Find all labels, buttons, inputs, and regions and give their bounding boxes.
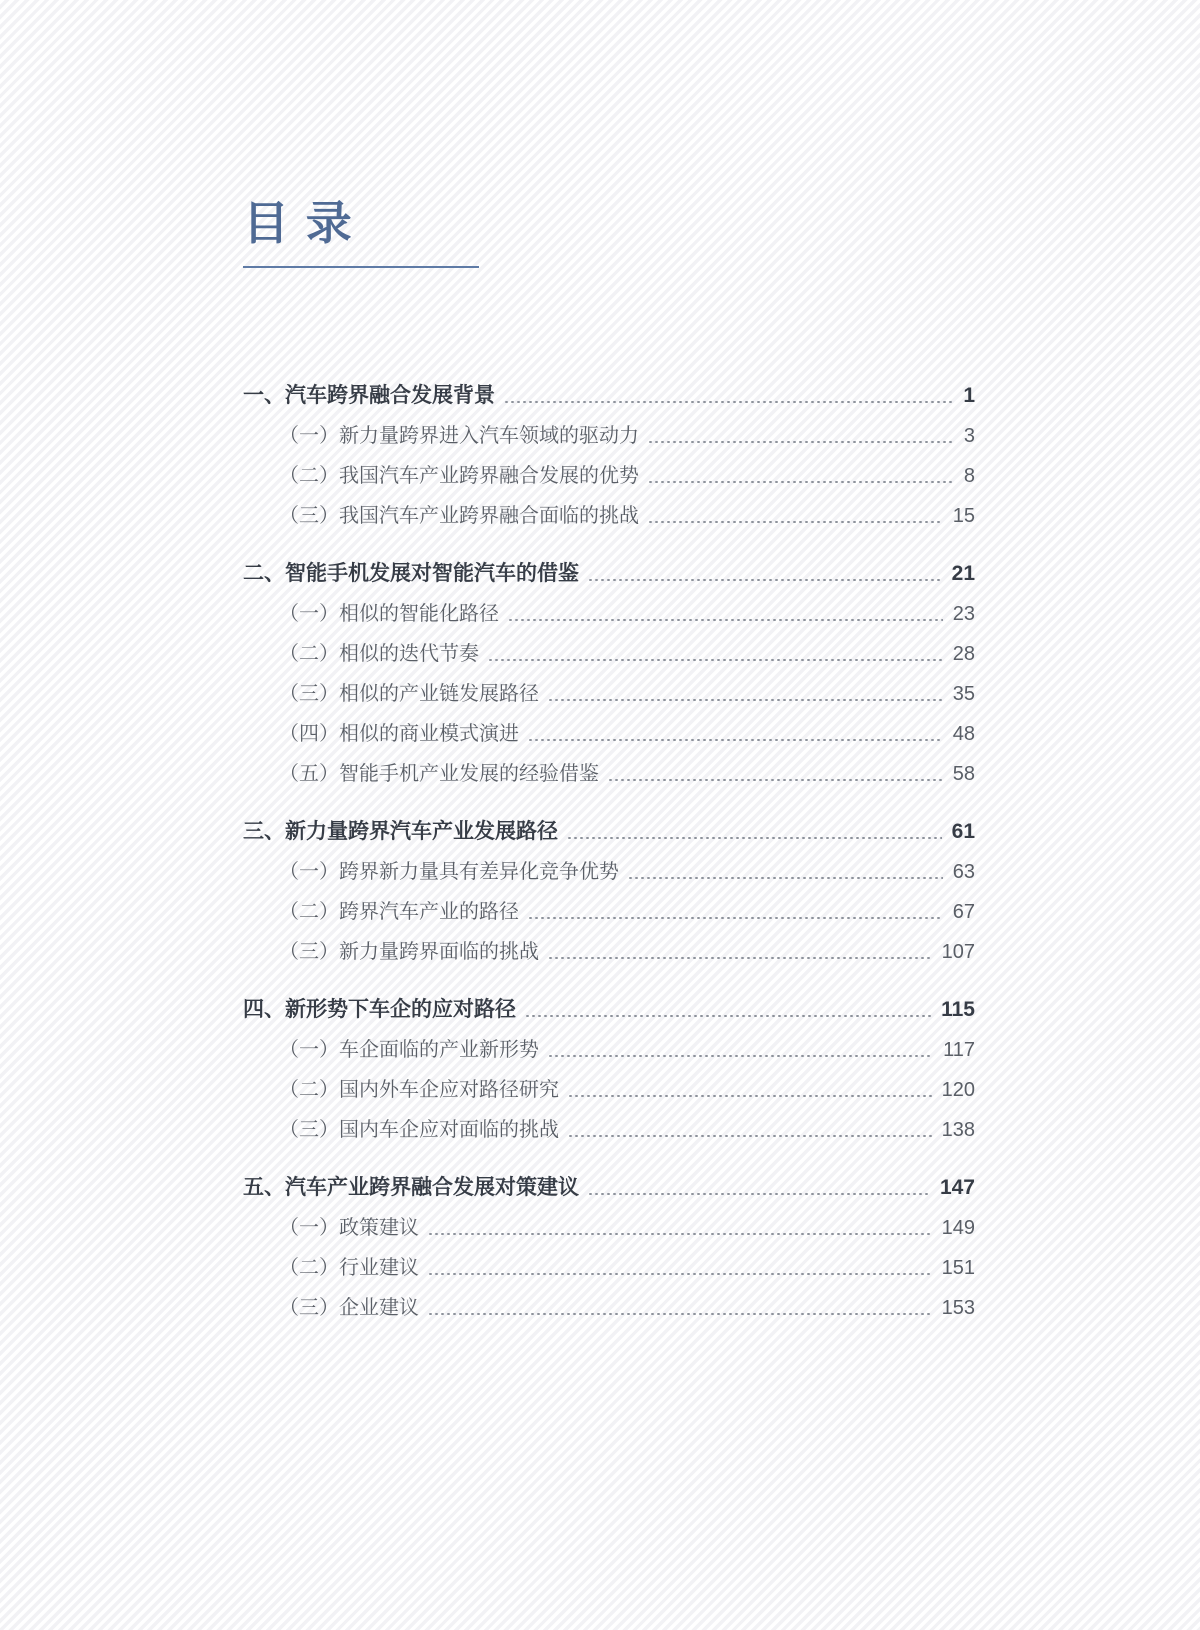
section-label: 二、智能手机发展对智能汽车的借鉴 [243, 562, 579, 585]
item-page-number: 107 [941, 941, 975, 963]
item-page-number: 151 [941, 1257, 975, 1279]
toc-item-row [243, 1288, 975, 1328]
dot-leader [429, 1313, 932, 1315]
section-label: 五、汽车产业跨界融合发展对策建议 [243, 1176, 579, 1199]
dot-leader [429, 1233, 932, 1235]
toc-item-row [243, 456, 975, 496]
dot-leader [609, 779, 943, 781]
item-label: （二）行业建议 [279, 1257, 419, 1279]
item-page-number: 138 [941, 1119, 975, 1141]
item-page-number: 3 [963, 425, 975, 447]
dot-leader [505, 401, 953, 403]
item-label: （一）跨界新力量具有差异化竞争优势 [279, 861, 619, 883]
dot-leader [629, 877, 943, 879]
item-label: （二）国内外车企应对路径研究 [279, 1079, 559, 1101]
item-page-number: 153 [941, 1297, 975, 1319]
toc-item-row [243, 1208, 975, 1248]
toc-item-row [243, 416, 975, 456]
dot-leader [649, 521, 943, 523]
item-label: （二）我国汽车产业跨界融合发展的优势 [279, 465, 639, 487]
item-label: （一）新力量跨界进入汽车领域的驱动力 [279, 425, 639, 447]
item-label: （三）企业建议 [279, 1297, 419, 1319]
dot-leader [489, 659, 943, 661]
toc-item-row [243, 1030, 975, 1070]
section-page-number: 115 [941, 998, 975, 1021]
item-label: （五）智能手机产业发展的经验借鉴 [279, 763, 599, 785]
dot-leader [568, 837, 942, 839]
section-page-number: 21 [951, 562, 975, 585]
dot-leader [549, 699, 943, 701]
item-page-number: 120 [941, 1079, 975, 1101]
section-page-number: 61 [951, 820, 975, 843]
section-label: 三、新力量跨界汽车产业发展路径 [243, 820, 558, 843]
title-underline [243, 266, 479, 268]
item-page-number: 48 [952, 723, 975, 745]
toc-item-row [243, 496, 975, 536]
toc-item-row [243, 594, 975, 634]
item-page-number: 15 [952, 505, 975, 527]
item-page-number: 58 [952, 763, 975, 785]
dot-leader [649, 481, 954, 483]
toc-item-row [243, 674, 975, 714]
toc-item-row [243, 1248, 975, 1288]
section-label: 一、汽车跨界融合发展背景 [243, 384, 495, 407]
dot-leader [526, 1015, 931, 1017]
toc-item-row [243, 754, 975, 794]
item-label: （三）国内车企应对面临的挑战 [279, 1119, 559, 1141]
toc-list [243, 376, 975, 1328]
item-label: （二）相似的迭代节奏 [279, 643, 479, 665]
dot-leader [529, 739, 943, 741]
section-page-number: 147 [939, 1176, 975, 1199]
dot-leader [509, 619, 943, 621]
item-page-number: 149 [941, 1217, 975, 1239]
item-page-number: 8 [963, 465, 975, 487]
dot-leader [589, 579, 942, 581]
dot-leader [549, 957, 932, 959]
item-page-number: 67 [952, 901, 975, 923]
item-page-number: 117 [943, 1039, 975, 1061]
toc-item-row [243, 1070, 975, 1110]
item-label: （三）新力量跨界面临的挑战 [279, 941, 539, 963]
toc-item-row [243, 714, 975, 754]
toc-item-row [243, 932, 975, 972]
item-label: （一）车企面临的产业新形势 [279, 1039, 539, 1061]
item-page-number: 23 [952, 603, 975, 625]
section-label: 四、新形势下车企的应对路径 [243, 998, 516, 1021]
section-page-number: 1 [963, 384, 975, 407]
dot-leader [549, 1055, 933, 1057]
toc-section-row [243, 812, 975, 852]
dot-leader [569, 1135, 932, 1137]
item-label: （四）相似的商业模式演进 [279, 723, 519, 745]
item-label: （一）政策建议 [279, 1217, 419, 1239]
dot-leader [529, 917, 943, 919]
toc-section-row [243, 990, 975, 1030]
toc-item-row [243, 852, 975, 892]
item-label: （一）相似的智能化路径 [279, 603, 499, 625]
item-page-number: 63 [952, 861, 975, 883]
page-title: 目 录 [243, 197, 354, 249]
toc-item-row [243, 634, 975, 674]
item-page-number: 35 [952, 683, 975, 705]
item-label: （二）跨界汽车产业的路径 [279, 901, 519, 923]
toc-section-row [243, 554, 975, 594]
dot-leader [429, 1273, 932, 1275]
dot-leader [569, 1095, 932, 1097]
dot-leader [649, 441, 954, 443]
item-label: （三）相似的产业链发展路径 [279, 683, 539, 705]
dot-leader [589, 1193, 930, 1195]
toc-item-row [243, 892, 975, 932]
item-page-number: 28 [952, 643, 975, 665]
toc-item-row [243, 1110, 975, 1150]
toc-section-row [243, 376, 975, 416]
item-label: （三）我国汽车产业跨界融合面临的挑战 [279, 505, 639, 527]
toc-section-row [243, 1168, 975, 1208]
